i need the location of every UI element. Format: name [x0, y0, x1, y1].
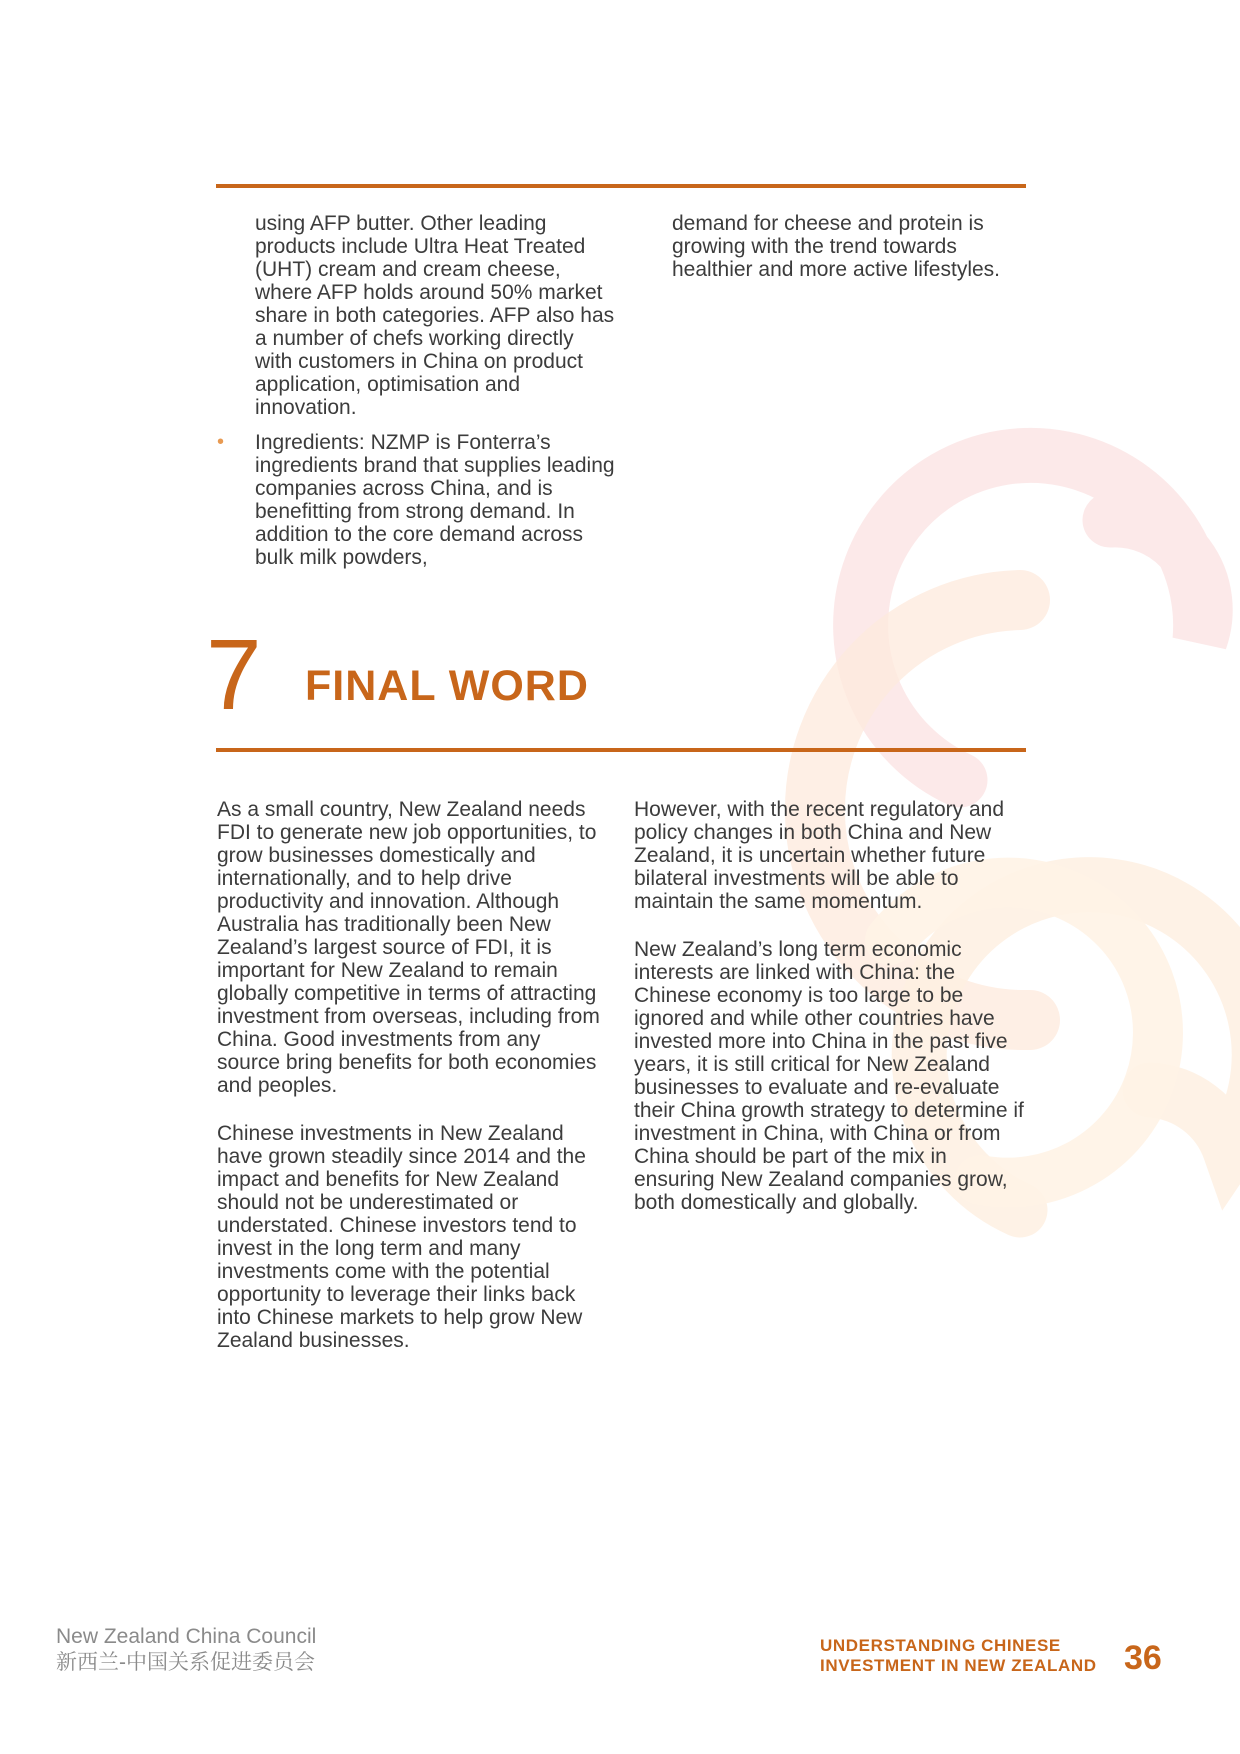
top-divider-rule — [216, 184, 1026, 188]
top-left-column — [217, 212, 615, 569]
section-title: FINAL WORD — [305, 662, 589, 710]
final-left-column — [217, 798, 609, 1352]
org-name-chinese: 新西兰-中国关系促进委员会 — [56, 1651, 315, 1674]
report-title-line-2: INVESTMENT IN NEW ZEALAND — [820, 1656, 1097, 1675]
top-right-column — [672, 212, 1022, 281]
final-right-column — [634, 798, 1028, 1214]
bullet-dot-icon: • — [217, 431, 225, 453]
swirl-arc-top — [861, 455, 1206, 780]
section-number: 7 — [206, 619, 262, 731]
regulatory-changes-paragraph: However, with the recent regulatory and policy changes in both China and New Zealand, it is uncertain whether future bilateral investments will be able to maintain the same momentum. — [634, 798, 1005, 913]
report-title-line-1: UNDERSTANDING CHINESE — [820, 1636, 1061, 1655]
page-number: 36 — [1124, 1639, 1162, 1677]
cheese-protein-paragraph: demand for cheese and protein is growing with the trend towards healthier and more active lifestyles. — [672, 212, 1000, 281]
org-name-english: New Zealand China Council — [56, 1625, 317, 1648]
chinese-investments-paragraph: Chinese investments in New Zealand have grown steadily since 2014 and the impact and benefits for New Zealand should not be underestimated or understated. Chinese investors tend to invest in the long term and many investments come with the potential opportunity to leverage their links back into Chinese markets to help grow New Zealand businesses. — [217, 1122, 586, 1352]
ingredients-bullet-text: Ingredients: NZMP is Fonterra’s ingredients brand that supplies leading companies across China, and is benefitting from strong demand. In addition to the core demand across bulk milk powders, — [255, 431, 615, 569]
small-country-paragraph: As a small country, New Zealand needs FDI to generate new job opportunities, to grow businesses domestically and internationally, and to help drive productivity and innovation. Although Australia has traditionally been New Zealand’s largest source of FDI, it is important for New Zealand to remain globally competitive in terms of attracting investment from overseas, including from China. Good investments from any source bring benefits for both economies and peoples. — [217, 798, 600, 1097]
footer-organisation — [56, 1624, 316, 1676]
footer-report-title — [820, 1636, 1097, 1676]
section-divider-rule — [216, 748, 1026, 752]
long-term-interests-paragraph: New Zealand’s long term economic interests are linked with China: the Chinese economy is too large to be ignored and while other countries have invested more into China in the past five years, it is still critical for New Zealand businesses to evaluate and re-evaluate their China growth strategy to determine if investment in China, with China or from China should be part of the mix in ensuring New Zealand companies grow, both domestically and globally. — [634, 938, 1024, 1214]
afp-paragraph: using AFP butter. Other leading products include Ultra Heat Treated (UHT) cream and cream cheese, where AFP holds around 50% market share in both categories. AFP also has a number of chefs working directly with customers in China on product application, optimisation and innovation. — [255, 212, 615, 419]
ingredients-bullet-item — [217, 431, 615, 569]
